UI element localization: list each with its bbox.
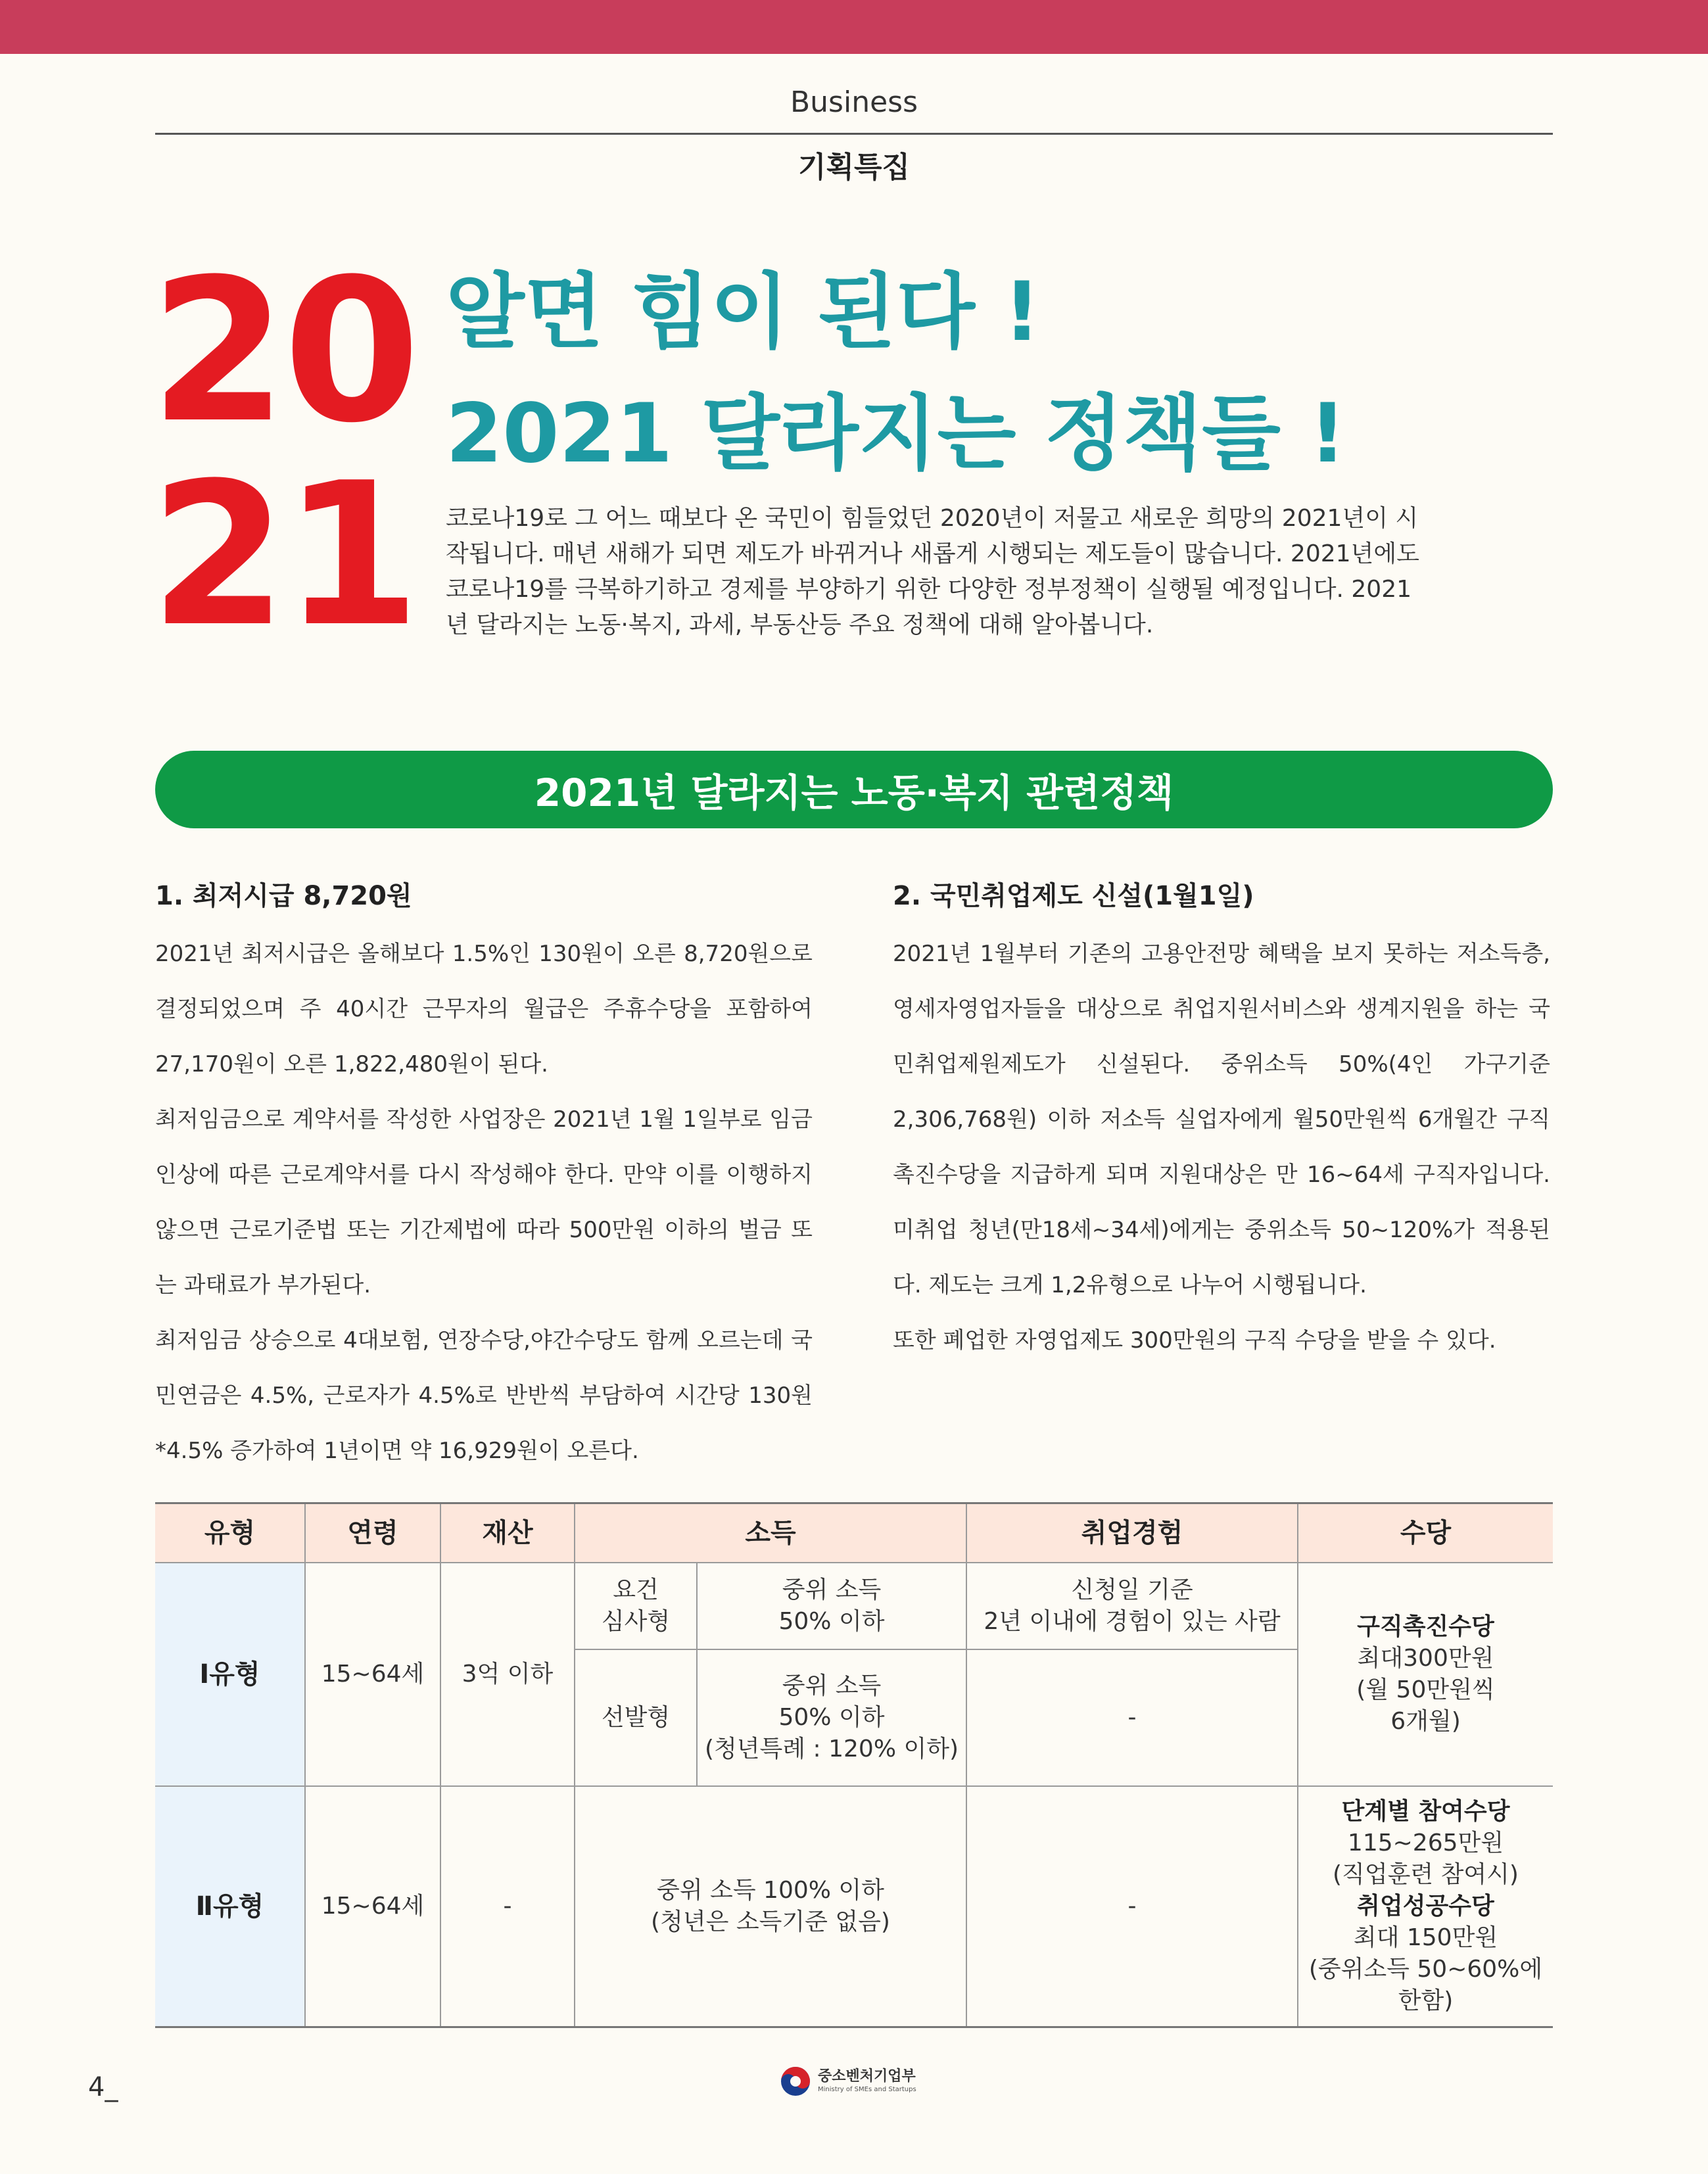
type2-property: -: [440, 1786, 575, 2027]
type1-age: 15~64세: [305, 1563, 440, 1786]
employment-system-section: [893, 878, 1550, 1368]
type1-sub2-label: 선발형: [575, 1649, 697, 1786]
type1-sub1-experience: 신청일 기준 2년 이내에 경험이 있는 사람: [966, 1563, 1298, 1649]
employment-support-table: [155, 1502, 1553, 2028]
minimum-wage-section: [155, 878, 813, 1478]
ministry-name-en: Ministry of SMEs and Startups: [818, 2086, 916, 2093]
header-type: 유형: [155, 1503, 305, 1563]
headline-line-1: 알면 힘이 된다 !: [446, 265, 1041, 360]
section-label: Business: [790, 85, 918, 119]
taegeuk-emblem-icon: [780, 2066, 811, 2097]
type2-label: Ⅱ유형: [155, 1786, 305, 2027]
banner-title: 2021년 달라지는 노동·복지 관련정책: [534, 770, 1174, 815]
year-bottom: 21: [150, 440, 417, 670]
type2-allowance2-title: 취업성공수당: [1357, 1892, 1494, 1920]
type1-sub2-income: 중위 소득 50% 이하 (청년특례 : 120% 이하): [697, 1649, 966, 1786]
intro-paragraph: [446, 501, 1452, 643]
header-age: 연령: [305, 1503, 440, 1563]
intro-line: 코로나19로 그 어느 때보다 온 국민이 힘들었던 2020년이 저물고 새로운 희망의 2021년이 시: [446, 505, 1419, 532]
year-top: 20: [150, 237, 417, 466]
intro-line: 코로나19를 극복하기하고 경제를 부양하기 위한 다양한 정부정책이 실행될 예정입니다. 2021: [446, 576, 1412, 603]
minimum-wage-heading: 1. 최저시급 8,720원: [155, 881, 412, 911]
table-header-row: [155, 1503, 1553, 1563]
intro-line: 년 달라지는 노동·복지, 과세, 부동산등 주요 정책에 대해 알아봅니다.: [446, 611, 1154, 638]
type2-allowance1-title: 단계별 참여수당: [1341, 1797, 1510, 1825]
type1-property: 3억 이하: [440, 1563, 575, 1786]
type1-allowance: 구직촉진수당 최대300만원 (월 50만원씩 6개월): [1298, 1563, 1553, 1786]
ministry-logo: [780, 2066, 916, 2097]
employment-system-paragraph: 2021년 1월부터 기존의 고용안전망 혜택을 보지 못하는 저소득층, 영세자영업자들을 대상으로 취업지원서비스와 생계지원을 하는 국민취업제원제도가 신설된다. 중위소득 50%(4인 가구기준 2,306,768원) 이하 저소득 실업자에게 월50만원씩 6개월간 구직촉진수당을 지급하게 되며 지원대상은 만 16~64세 구직자입니다. 미취업 청년(만18세~34세)에게는 중위소득 50~120%가 적용된다. 제도는 크게 1,2유형으로 나누어 시행됩니다.: [893, 941, 1550, 1298]
intro-line: 작됩니다. 매년 새해가 되면 제도가 바뀌거나 새롭게 시행되는 제도들이 많습니다. 2021년에도: [446, 540, 1419, 567]
minimum-wage-paragraph: 최저임금 상승으로 4대보험, 연장수당,야간수당도 함께 오르는데 국민연금은 4.5%, 근로자가 4.5%로 반반씩 부담하여 시간당 130원*4.5% 증가하여 1년이면 약 16,929원이 오른다.: [155, 1327, 813, 1464]
type1-sub2-experience: -: [966, 1649, 1298, 1786]
header-divider: [155, 133, 1553, 135]
policy-banner: [155, 751, 1553, 828]
type1-allowance-title: 구직촉진수당: [1357, 1613, 1494, 1640]
page-number: 4_: [88, 2072, 118, 2102]
type2-experience: -: [966, 1786, 1298, 2027]
table-row: [155, 1563, 1553, 1649]
top-color-bar: [0, 0, 1708, 54]
employment-system-paragraph: 또한 폐업한 자영업제도 300만원의 구직 수당을 받을 수 있다.: [893, 1327, 1496, 1354]
minimum-wage-paragraph: 2021년 최저시급은 올해보다 1.5%인 130원이 오른 8,720원으로 결정되었으며 주 40시간 근무자의 월급은 주휴수당을 포함하여 27,170원이 오른 1,822,480원이 된다.: [155, 941, 813, 1077]
type2-income: 중위 소득 100% 이하 (청년은 소득기준 없음): [575, 1786, 966, 2027]
type1-sub1-label: 요건 심사형: [575, 1563, 697, 1649]
employment-system-heading: 2. 국민취업제도 신설(1월1일): [893, 881, 1254, 911]
minimum-wage-paragraph: 최저임금으로 계약서를 작성한 사업장은 2021년 1월 1일부로 임금인상에 따른 근로계약서를 다시 작성해야 한다. 만약 이를 이행하지 않으면 근로기준법 또는 기간제법에 따라 500만원 이하의 벌금 또는 과태료가 부가된다.: [155, 1106, 813, 1298]
type1-label: Ⅰ유형: [155, 1563, 305, 1786]
header-property: 재산: [440, 1503, 575, 1563]
section-title: 기획특집: [797, 151, 910, 184]
headline-line-2: 2021 달라지는 정책들 !: [446, 387, 1346, 481]
table-row: [155, 1786, 1553, 2027]
type2-age: 15~64세: [305, 1786, 440, 2027]
type1-sub1-income: 중위 소득 50% 이하: [697, 1563, 966, 1649]
header-income: 소득: [575, 1503, 966, 1563]
type2-allowance: 단계별 참여수당 115~265만원 (직업훈련 참여시) 취업성공수당 최대 150만원 (중위소득 50~60%에 한함): [1298, 1786, 1553, 2027]
header-allowance: 수당: [1298, 1503, 1553, 1563]
header-experience: 취업경험: [966, 1503, 1298, 1563]
ministry-name-ko: 중소벤처기업부: [818, 2068, 916, 2085]
